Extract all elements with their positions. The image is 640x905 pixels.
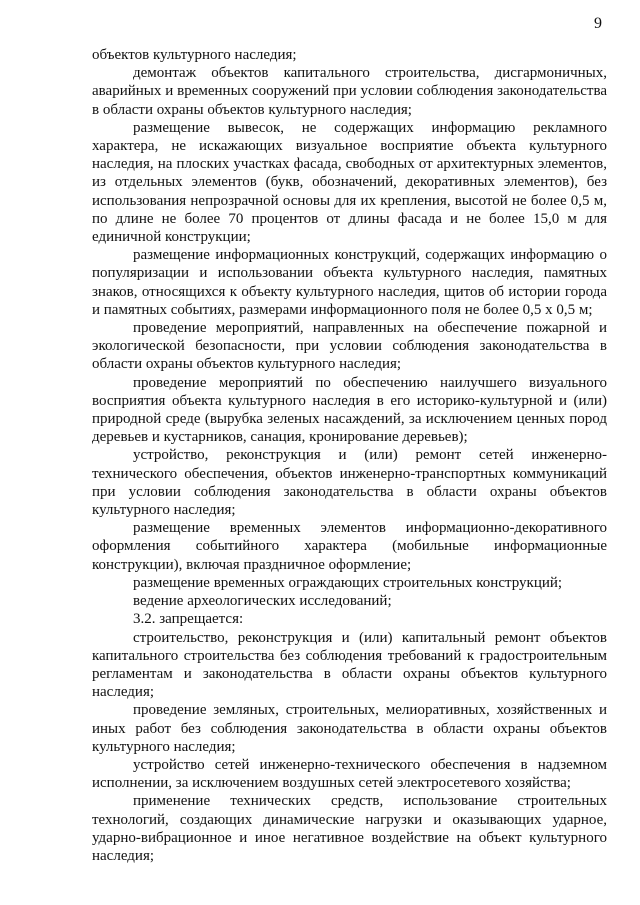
paragraph-continuation: объектов культурного наследия; — [92, 47, 297, 63]
section-heading-prohibited: 3.2. запрещается: — [133, 611, 244, 628]
paragraph-signboards: размещение вывесок, не содержащих информацию рекламного характера, не искажающих визуальное восприятие объекта культурного наследия, на плоских участках фасада, свободных от архитектурных элементов, из отдельных элементов (букв, обозначений, декоративных элементов), без использования непрозрачной основы для их крепления, высотой не более 0,5 м, по длине не более 70 процентов от длины фасада и не более 15,0 м для единичной конструкции; — [92, 119, 607, 246]
paragraph-information-structures: размещение информационных конструкций, содержащих информацию о популяризации и использовании объекта культурного наследия, памятных знаков, относящихся к объекту культурного наследия, щитов об истории города и памятных событиях, размерами информационного поля не более 0,5 х 0,5 м; — [92, 247, 607, 318]
paragraph-dismantling: демонтаж объектов капитального строительства, дисгармоничных, аварийных и временных сооружений при условии соблюдения законодательства в области охраны объектов культурного наследия; — [92, 65, 607, 118]
paragraph-overhead-networks-prohibited: устройство сетей инженерно-технического обеспечения в надземном исполнении, за исключением воздушных сетей электросетевого хозяйства; — [92, 756, 607, 792]
paragraph-earthworks-prohibited: проведение земляных, строительных, мелиоративных, хозяйственных и иных работ без соблюдения законодательства в области охраны объектов культурного наследия; — [92, 702, 607, 755]
document-body — [92, 46, 607, 865]
page-number: 9 — [594, 15, 602, 32]
paragraph-temporary-fencing: размещение временных ограждающих строительных конструкций; — [133, 574, 563, 591]
paragraph-utility-networks: устройство, реконструкция и (или) ремонт сетей инженерно-технического обеспечения, объектов инженерно-транспортных коммуникаций при условии соблюдения законодательства в области охраны объектов культурного наследия; — [92, 447, 607, 519]
paragraph-temporary-decoration: размещение временных элементов информационно-декоративного оформления событийного характера (мобильные информационные конструкции), включая праздничное оформление; — [92, 520, 607, 573]
paragraph-dynamic-loads-prohibited: применение технических средств, использование строительных технологий, создающих динамические нагрузки и оказывающих ударное, ударно-вибрационное и иное негативное воздействие на объект культурного наследия; — [92, 793, 607, 864]
paragraph-archaeology: ведение археологических исследований; — [133, 593, 392, 610]
paragraph-construction-prohibited: строительство, реконструкция и (или) капитальный ремонт объектов капитального строительства без соблюдения требований к градостроительным регламентам и законодательства в области охраны объектов культурного наследия; — [92, 629, 607, 701]
paragraph-visual-perception: проведение мероприятий по обеспечению наилучшего визуального восприятия объекта культурного наследия в его историко-культурной и (или) природной среде (вырубка зеленых насаждений, за исключением ценных пород деревьев и кустарников, санация, кронирование деревьев); — [92, 374, 607, 446]
paragraph-fire-safety: проведение мероприятий, направленных на обеспечение пожарной и экологической безопасности, при условии соблюдения законодательства в области охраны объектов культурного наследия; — [92, 320, 607, 373]
